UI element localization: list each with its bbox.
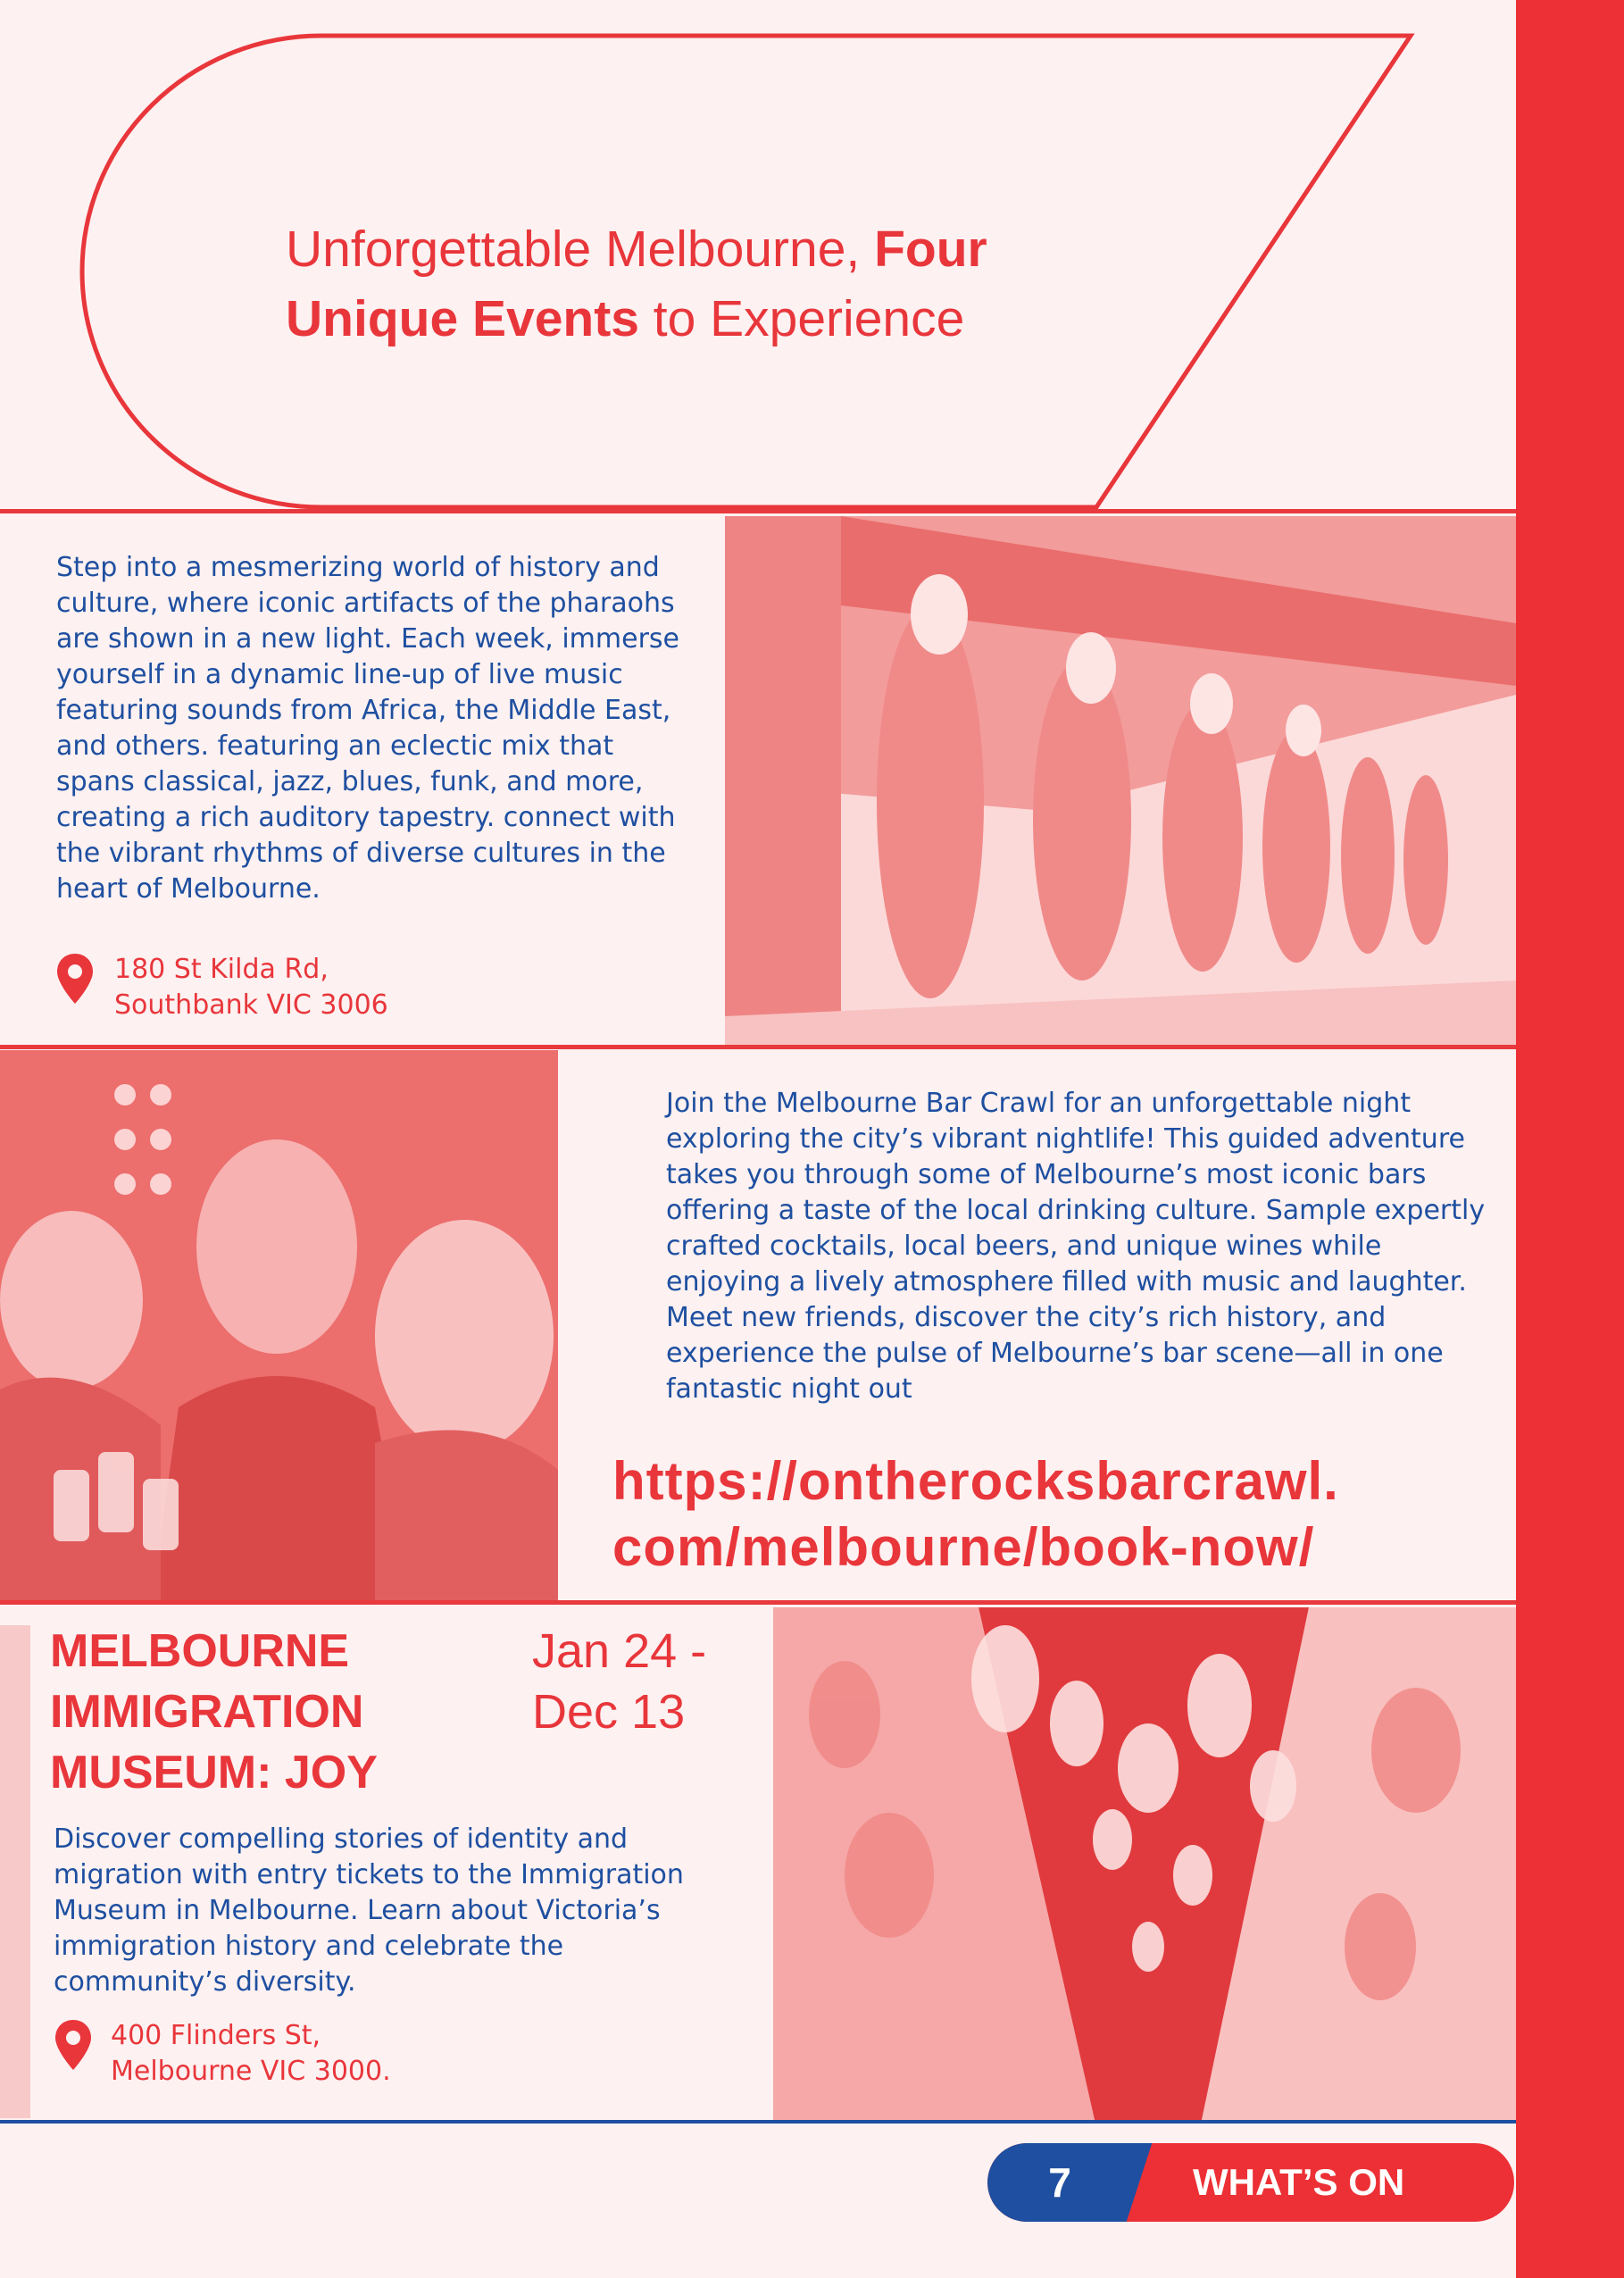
page-number: 7 <box>1048 2159 1071 2206</box>
egyptian-statues-photo <box>725 516 1516 1045</box>
page-title: Unforgettable Melbourne, Four Unique Events to Experience <box>286 221 987 347</box>
event3-address-line1: 400 Flinders St, <box>111 2020 321 2051</box>
event3-address-line2: Melbourne VIC 3000. <box>111 2056 391 2087</box>
event1-address-line2: Southbank VIC 3006 <box>114 989 388 1021</box>
friends-toasting-illustration <box>0 1050 558 1600</box>
event3-title-line2: IMMIGRATION <box>50 1686 364 1738</box>
event3-date-line2: Dec 13 <box>532 1685 686 1739</box>
divider <box>0 1045 1516 1049</box>
event3-description: Discover compelling stories of identity and migration with entry tickets to the Immigration Museum in Melbourne. Learn about Victoria’s immigration history and celebrate the community’s diversity. <box>54 1823 684 1998</box>
side-accent-bar <box>1516 0 1624 2278</box>
event1-description: Step into a mesmerizing world of history and culture, where iconic artifacts of the pharaohs are shown in a new light. Each week, immerse yourself in a dynamic line-up of live music featuring sounds from Africa, the Middle East, and others. featuring an eclectic mix that spans classical, jazz, blues, funk, and more, creating a rich auditory tapestry. connect with the vibrant rhythms of diverse cultures in the heart of Melbourne. <box>56 552 679 905</box>
divider <box>0 509 1516 513</box>
location-pin-icon <box>55 952 95 1005</box>
friends-toasting-photo <box>0 1050 558 1600</box>
hanging-installation-photo <box>773 1607 1516 2120</box>
egyptian-statues-illustration <box>725 516 1516 1045</box>
event3-title-line3: MUSEUM: JOY <box>50 1747 378 1798</box>
location-pin-icon <box>54 2018 93 2072</box>
footer-pill <box>987 2143 1514 2222</box>
book-now-link[interactable] <box>612 1448 1505 1581</box>
event3-title <box>50 1621 550 1803</box>
divider <box>0 1600 1516 1605</box>
event3-address <box>111 2018 557 2090</box>
side-photo-strip <box>0 1625 30 2118</box>
book-now-link-line2: com/melbourne/book-now/ <box>612 1517 1315 1577</box>
book-now-link-line1: https://ontherocksbarcrawl. <box>612 1451 1339 1511</box>
event3-date-line1: Jan 24 - <box>532 1624 707 1678</box>
divider <box>0 2120 1516 2124</box>
event3-title-line1: MELBOURNE <box>50 1625 350 1677</box>
event1-address-line1: 180 St Kilda Rd, <box>114 954 329 985</box>
event2-description: Join the Melbourne Bar Crawl for an unforgettable night exploring the city’s vibrant nightlife! This guided adventure takes you through some of Melbourne’s most iconic bars offering a taste of the local drinking culture. Sample expertly crafted cocktails, local beers, and unique wines while enjoying a lively atmosphere filled with music and laughter. Meet new friends, discover the city’s rich history, and experience the pulse of Melbourne’s bar scene—all in one fantastic night out <box>666 1088 1486 1405</box>
event3-dates <box>532 1621 800 1742</box>
hanging-installation-illustration <box>773 1607 1516 2120</box>
event1-address <box>114 952 561 1023</box>
section-label: WHAT’S ON <box>1193 2161 1405 2203</box>
